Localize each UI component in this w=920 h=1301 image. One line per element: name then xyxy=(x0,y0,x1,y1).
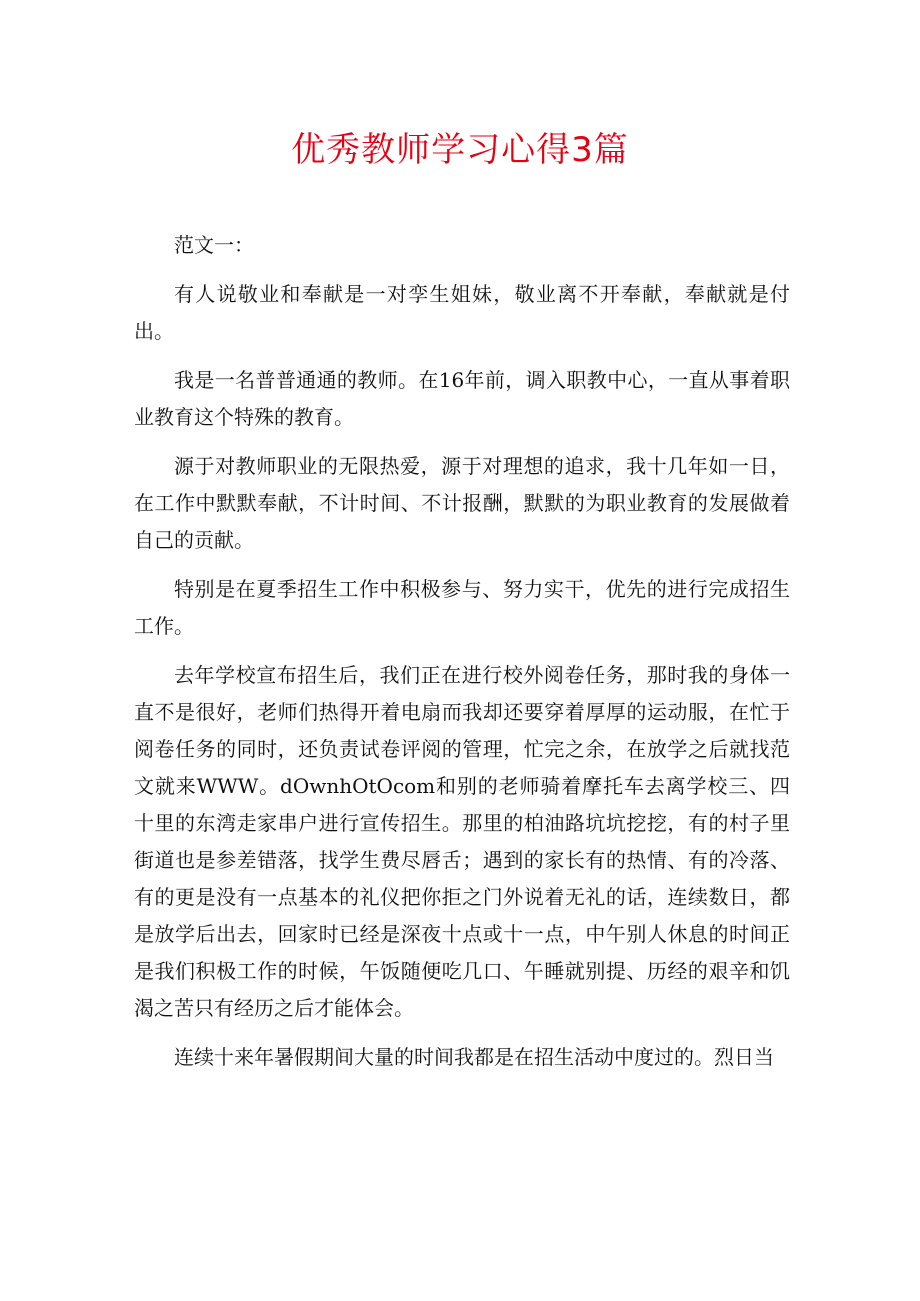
document-body xyxy=(134,227,790,1088)
paragraph-6: 去年学校宣布招生后，我们正在进行校外阅卷任务，那时我的身体一直不是很好，老师们热得开着电扇而我却还要穿着厚厚的运动服，在忙于阅卷任务的同时，还负责试卷评阅的管理，忙完之余，在放学之后就找范文就来WWW。dOwnhOtOcom和别的老师骑着摩托车去离学校三、四十里的东湾走家串户进行宣传招生。那里的柏油路坑坑挖挖，有的村子里街道也是参差错落，找学生费尽唇舌；遇到的家长有的热情、有的冷落、有的更是没有一点基本的礼仪把你拒之门外说着无礼的话，连续数日，都是放学后出去，回家时已经是深夜十点或十一点，中午别人休息的时间正是我们积极工作的时候，午饭随便吃几口、午睡就别提、历经的艰辛和饥渴之苦只有经历之后才能体会。 xyxy=(134,663,790,1020)
document-title: 优秀教师学习心得3篇 xyxy=(291,130,629,170)
paragraph-3: 我是一名普普通通的教师。在16年前，调入职教中心，一直从事着职业教育这个特殊的教育。 xyxy=(134,368,790,429)
paragraph-4: 源于对教师职业的无限热爱，源于对理想的追求，我十几年如一日，在工作中默默奉献，不计时间、不计报酬，默默的为职业教育的发展做着自己的贡献。 xyxy=(134,454,790,552)
paragraph-2: 有人说敬业和奉献是一对孪生姐妹，敬业离不开奉献，奉献就是付出。 xyxy=(134,282,790,343)
paragraph-1: 范文一： xyxy=(174,233,254,257)
paragraph-5: 特别是在夏季招生工作中积极参与、努力实干，优先的进行完成招生工作。 xyxy=(134,577,790,638)
paragraph-7: 连续十来年暑假期间大量的时间我都是在招生活动中度过的。烈日当 xyxy=(174,1045,774,1069)
